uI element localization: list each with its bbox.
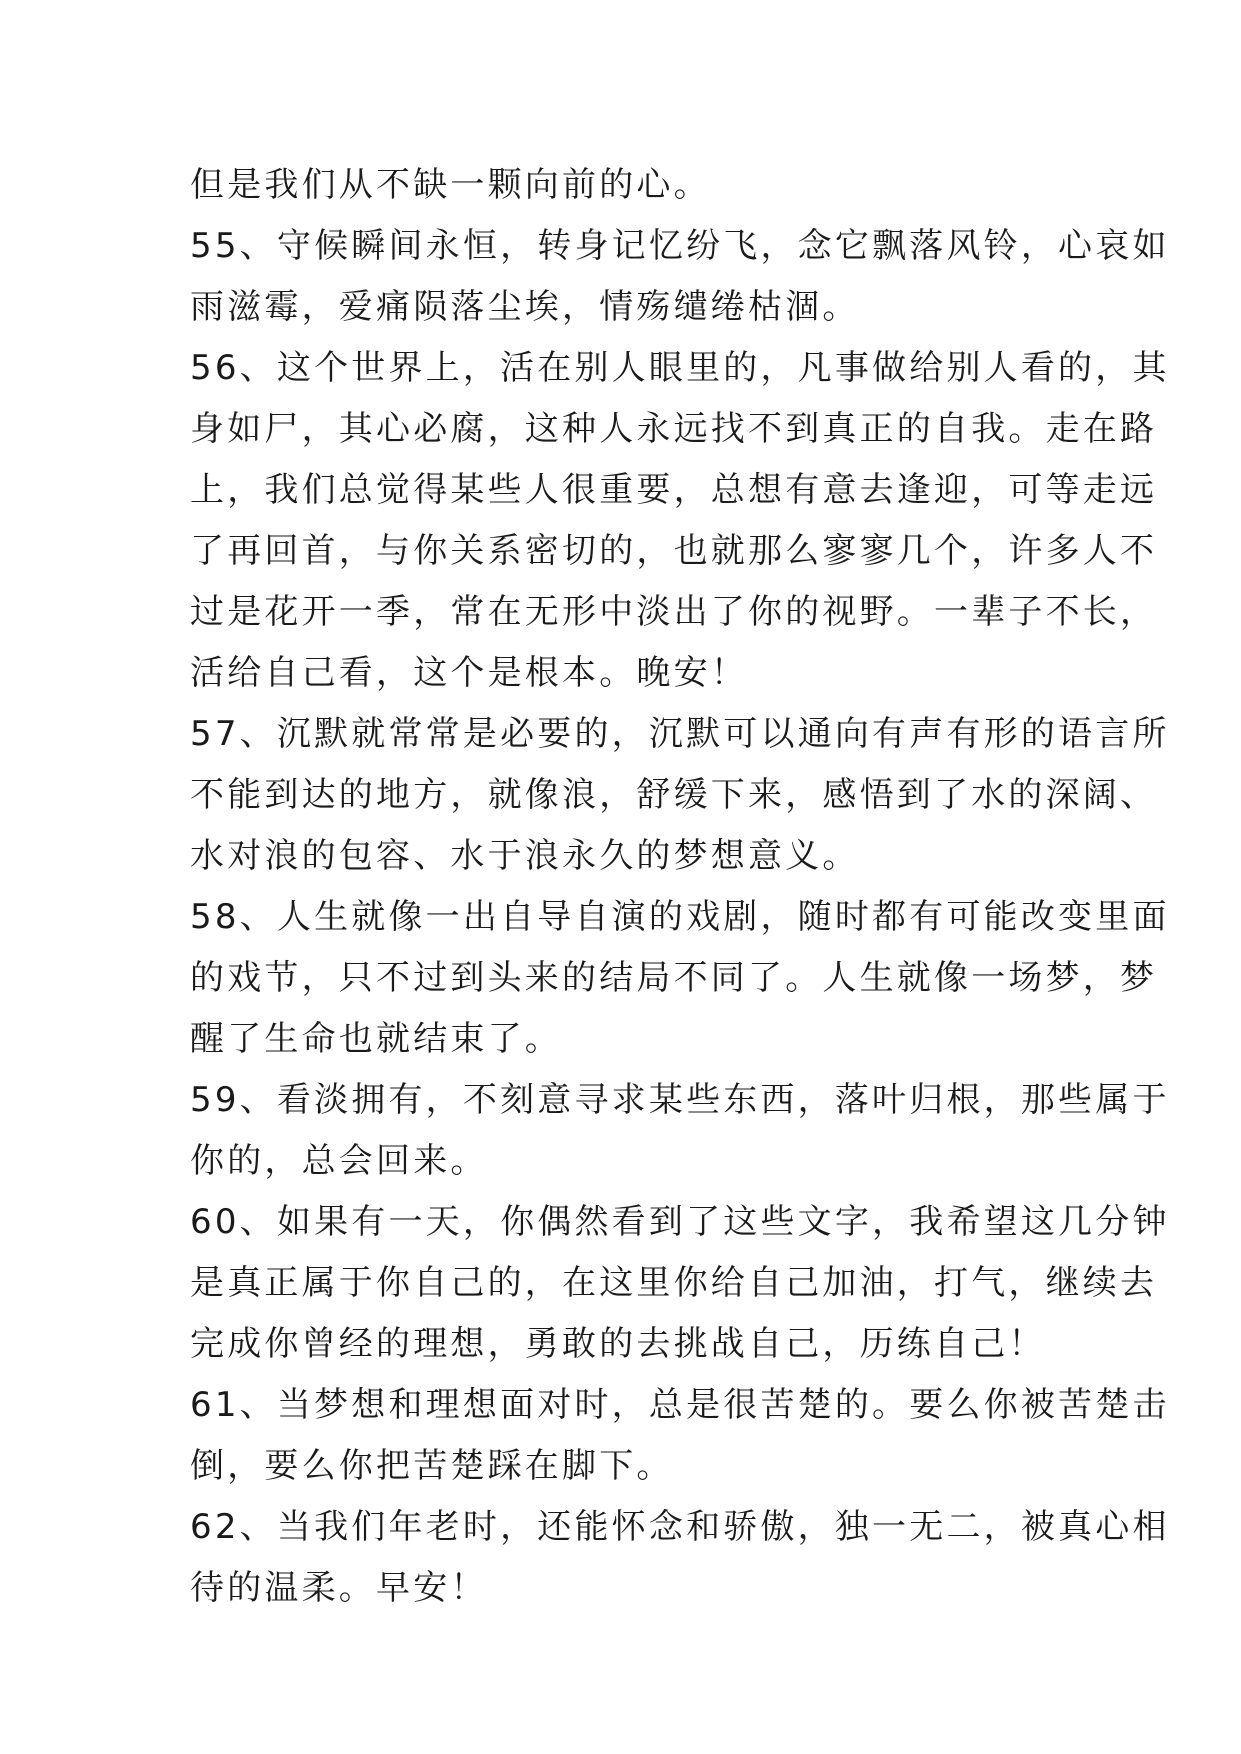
text-line: 倒，要么你把苦楚踩在脚下。 bbox=[190, 1446, 674, 1486]
text-line: 过是花开一季，常在无形中淡出了你的视野。一辈子不长， bbox=[190, 592, 1158, 632]
text-line: 醒了生命也就结束了。 bbox=[190, 1019, 562, 1059]
text-line: 完成你曾经的理想，勇敢的去挑战自己，历练自己！ bbox=[190, 1324, 1046, 1364]
text-line: 61、当梦想和理想面对时，总是很苦楚的。要么你被苦楚击 bbox=[190, 1385, 1170, 1425]
text-line: 活给自己看，这个是根本。晚安！ bbox=[190, 653, 748, 693]
text-line: 59、看淡拥有，不刻意寻求某些东西，落叶归根，那些属于 bbox=[190, 1080, 1170, 1120]
text-line: 60、如果有一天，你偶然看到了这些文字，我希望这几分钟 bbox=[190, 1202, 1170, 1242]
text-line: 56、这个世界上，活在别人眼里的，凡事做给别人看的，其 bbox=[190, 348, 1170, 388]
text-line: 上，我们总觉得某些人很重要，总想有意去逢迎，可等走远 bbox=[190, 470, 1158, 510]
text-line: 身如尸，其心必腐，这种人永远找不到真正的自我。走在路 bbox=[190, 409, 1158, 449]
document-body bbox=[190, 155, 1170, 1619]
text-line: 的戏节，只不过到头来的结局不同了。人生就像一场梦，梦 bbox=[190, 958, 1158, 998]
text-line: 你的，总会回来。 bbox=[190, 1141, 488, 1181]
text-line: 55、守候瞬间永恒，转身记忆纷飞，念它飘落风铃，心哀如 bbox=[190, 226, 1170, 266]
text-line: 57、沉默就常常是必要的，沉默可以通向有声有形的语言所 bbox=[190, 714, 1170, 754]
text-line: 是真正属于你自己的，在这里你给自己加油，打气，继续去 bbox=[190, 1263, 1158, 1303]
text-line: 不能到达的地方，就像浪，舒缓下来，感悟到了水的深阔、 bbox=[190, 775, 1158, 815]
text-line: 雨滋霉，爱痛陨落尘埃，情殇缱绻枯涸。 bbox=[190, 287, 860, 327]
text-line: 但是我们从不缺一颗向前的心。 bbox=[190, 165, 711, 205]
text-line: 58、人生就像一出自导自演的戏剧，随时都有可能改变里面 bbox=[190, 897, 1170, 937]
text-line: 了再回首，与你关系密切的，也就那么寥寥几个，许多人不 bbox=[190, 531, 1158, 571]
text-line: 水对浪的包容、水于浪永久的梦想意义。 bbox=[190, 836, 860, 876]
text-line: 62、当我们年老时，还能怀念和骄傲，独一无二，被真心相 bbox=[190, 1507, 1170, 1547]
text-line: 待的温柔。早安！ bbox=[190, 1568, 488, 1608]
